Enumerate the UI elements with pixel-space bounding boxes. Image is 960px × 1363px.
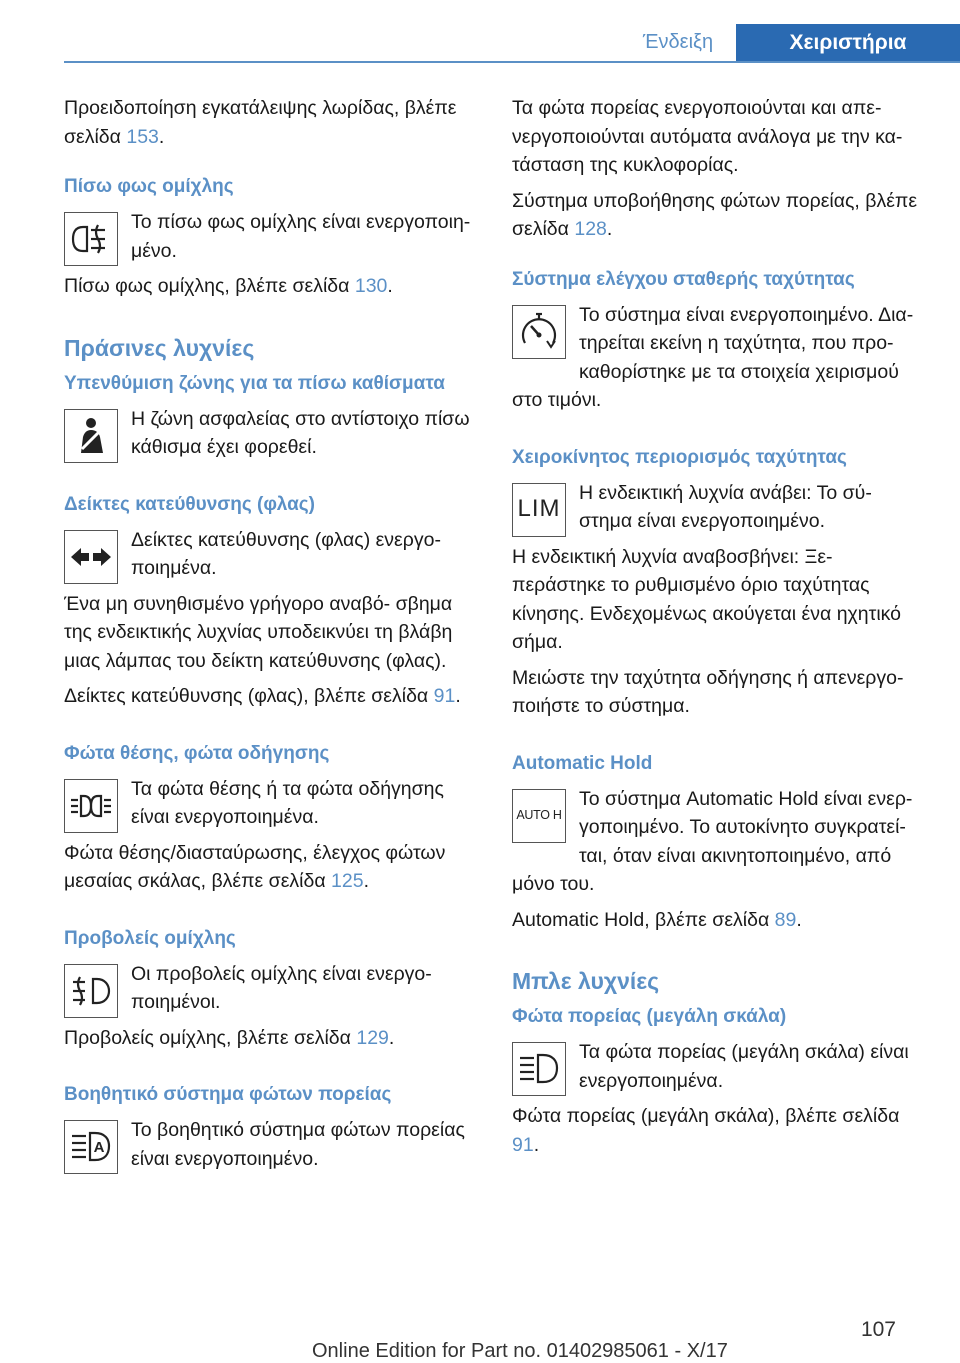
- page-link[interactable]: 128: [574, 218, 607, 240]
- limiter-entry: [512, 479, 930, 728]
- rear-fog-status: Το πίσω φως ομίχλης είναι ενεργοποιη‐ μένο.: [131, 211, 471, 262]
- ref-end: .: [388, 1026, 395, 1049]
- page-header: [0, 0, 960, 64]
- ref-end: .: [363, 870, 369, 892]
- cruise-control-icon: [512, 305, 566, 359]
- highbeam-assist-ref: [512, 187, 930, 244]
- limiter-advice: Μειώστε την ταχύτητα οδήγησης ή απενεργο‐ ποιήστε το σύστημα.: [512, 666, 904, 717]
- ref-end: .: [533, 1133, 540, 1156]
- left-column: [64, 94, 482, 1180]
- belt-status: Η ζώνη ασφαλείας στο αντίστοιχο πίσω κάθισμα έχει φορεθεί.: [131, 407, 470, 458]
- ref-text: Φώτα θέσης/διασταύρωσης, έλεγχος φώτων μεσαίας σκάλας, βλέπε σελίδα: [64, 841, 446, 892]
- page-link[interactable]: 153: [126, 125, 159, 148]
- limiter-heading: Χειροκίνητος περιορισμός ταχύτητας: [512, 446, 847, 468]
- turn-signal-icon: [64, 530, 118, 584]
- turn-fault-note: Ένα μη συνηθισμένο γρήγορο αναβό‐ σβημα της ενδεικτικής λυχνίας υποδεικνύει τη βλάβη μιας λάμπας του δείκτη κατεύθυνσης (φλας).: [64, 592, 453, 672]
- rear-fog-entry: [64, 208, 482, 308]
- position-heading: Φώτα θέσης, φώτα οδήγησης: [64, 742, 330, 764]
- cruise-heading: Σύστημα ελέγχου σταθερής ταχύτητας: [512, 268, 855, 290]
- fog-entry: [64, 960, 482, 1060]
- header-rule: [64, 61, 960, 63]
- cruise-entry: [512, 301, 930, 422]
- ref-end: .: [455, 685, 461, 707]
- autohold-entry: [512, 785, 930, 942]
- position-ref: [64, 839, 482, 896]
- seatbelt-icon: [64, 409, 118, 463]
- autohold-status: Το σύστημα Automatic Hold είναι ενερ‐ γοποιημένο. Το αυτοκίνητο συγκρατεί‐ ται, όταν είναι ακινητοποιημένο, από μόνο του.: [512, 787, 913, 895]
- turn-ref: [64, 682, 482, 711]
- fog-ref: [64, 1024, 482, 1053]
- page-number: 107: [860, 1318, 896, 1341]
- page-link[interactable]: 91: [433, 685, 456, 707]
- ref-text: Σύστημα υποβοήθησης φώτων πορείας, βλέπε σελίδα: [512, 189, 918, 240]
- ref-end: .: [796, 908, 802, 931]
- page-link[interactable]: 89: [774, 908, 797, 931]
- highbeam-auto-note: Τα φώτα πορείας ενεργοποιούνται και απε‐ νεργοποιούνται αυτόματα ανάλογα με την κα‐ τάσταση της κυκλοφορίας.: [512, 97, 903, 176]
- autohold-heading: Automatic Hold: [512, 752, 653, 774]
- fog-heading: Προβολείς ομίχλης: [64, 927, 236, 949]
- highbeam-ref: [512, 1102, 930, 1159]
- ref-text: Φώτα πορείας (μεγάλη σκάλα), βλέπε σελίδα: [512, 1105, 900, 1127]
- page-footer: [0, 1318, 960, 1362]
- position-entry: [64, 775, 482, 903]
- ref-end: .: [606, 218, 613, 240]
- highbeam-entry: [512, 1038, 930, 1166]
- auto-hold-icon: [512, 789, 566, 843]
- assist-heading: Βοηθητικό σύστημα φώτων πορείας: [64, 1084, 392, 1105]
- tab-controls[interactable]: Χειριστήρια: [736, 24, 960, 61]
- limiter-icon-label: LIM: [517, 495, 561, 523]
- limiter-exceeded-status: Η ενδεικτική λυχνία αναβοσβήνει: Ξε‐ περάστηκε το ρυθμισμένο όριο ταχύτητας κίνησης. Ενδεχομένως ακούγεται ένα ηχητικό σήμα.: [512, 545, 902, 653]
- page-link[interactable]: 129: [356, 1026, 389, 1049]
- assist-entry: [64, 1116, 482, 1180]
- cruise-status: Το σύστημα είναι ενεργοποιημένο. Δια‐ τηρείται εκείνη η ταχύτητα, που προ‐ καθορίστηκε με τα στοιχεία χειρισμού στο τιμόνι.: [512, 303, 914, 411]
- rear-fog-light-icon: [64, 212, 118, 266]
- svg-text:A: A: [93, 1139, 105, 1156]
- autohold-ref: [512, 906, 930, 935]
- rear-fog-heading: Πίσω φως ομίχλης: [64, 176, 234, 197]
- blue-lights-title: Μπλε λυχνίες: [512, 968, 660, 994]
- belt-entry: [64, 405, 482, 469]
- turn-heading: Δείκτες κατεύθυνσης (φλας): [64, 493, 315, 515]
- turn-entry: [64, 526, 482, 718]
- page-link[interactable]: 125: [331, 870, 364, 892]
- turn-status: Δείκτες κατεύθυνσης (φλας) ενεργο‐ ποιημένα.: [131, 528, 441, 579]
- highbeam-status: Τα φώτα πορείας (μεγάλη σκάλα) είναι ενεργοποιημένα.: [579, 1041, 909, 1092]
- assist-status: Το βοηθητικό σύστημα φώτων πορείας είναι ενεργοποιημένο.: [131, 1119, 465, 1170]
- note-end: .: [158, 125, 165, 148]
- belt-heading: Υπενθύμιση ζώνης για τα πίσω καθίσματα: [64, 372, 445, 394]
- rear-fog-ref: [64, 272, 482, 301]
- page-link[interactable]: 130: [354, 275, 388, 297]
- tab-index[interactable]: Ένδειξη: [620, 24, 736, 61]
- ref-text: Automatic Hold, βλέπε σελίδα: [512, 908, 775, 931]
- high-beam-assistant-icon: [64, 1120, 118, 1174]
- lane-departure-note: [64, 94, 482, 151]
- ref-text: Προβολείς ομίχλης, βλέπε σελίδα: [64, 1026, 357, 1049]
- edition-note: Online Edition for Part no. 01402985061 - X/17: [312, 1340, 728, 1362]
- position-status: Τα φώτα θέσης ή τα φώτα οδήγησης είναι ενεργοποιημένα.: [131, 777, 444, 828]
- parking-lights-icon: [64, 779, 118, 833]
- ref-end: .: [387, 275, 393, 297]
- green-lights-title: Πράσινες λυχνίες: [64, 334, 255, 361]
- high-beam-icon: [512, 1042, 566, 1096]
- ref-text: Πίσω φως ομίχλης, βλέπε σελίδα: [64, 275, 355, 297]
- autohold-icon-label: AUTO H: [516, 808, 562, 823]
- page-link[interactable]: 91: [512, 1133, 534, 1156]
- right-column: [512, 94, 930, 1166]
- speed-limiter-icon: [512, 483, 566, 537]
- ref-text: Δείκτες κατεύθυνσης (φλας), βλέπε σελίδα: [64, 685, 434, 707]
- limiter-on-status: Η ενδεικτική λυχνία ανάβει: Το σύ‐ στημα είναι ενεργοποιημένο.: [579, 481, 872, 532]
- front-fog-light-icon: [64, 964, 118, 1018]
- highbeam-heading: Φώτα πορείας (μεγάλη σκάλα): [512, 1006, 787, 1027]
- note-text: Προειδοποίηση εγκατάλειψης λωρίδας, βλέπε σελίδα: [64, 97, 457, 148]
- fog-status: Οι προβολείς ομίχλης είναι ενεργο‐ ποιημένοι.: [131, 962, 432, 1013]
